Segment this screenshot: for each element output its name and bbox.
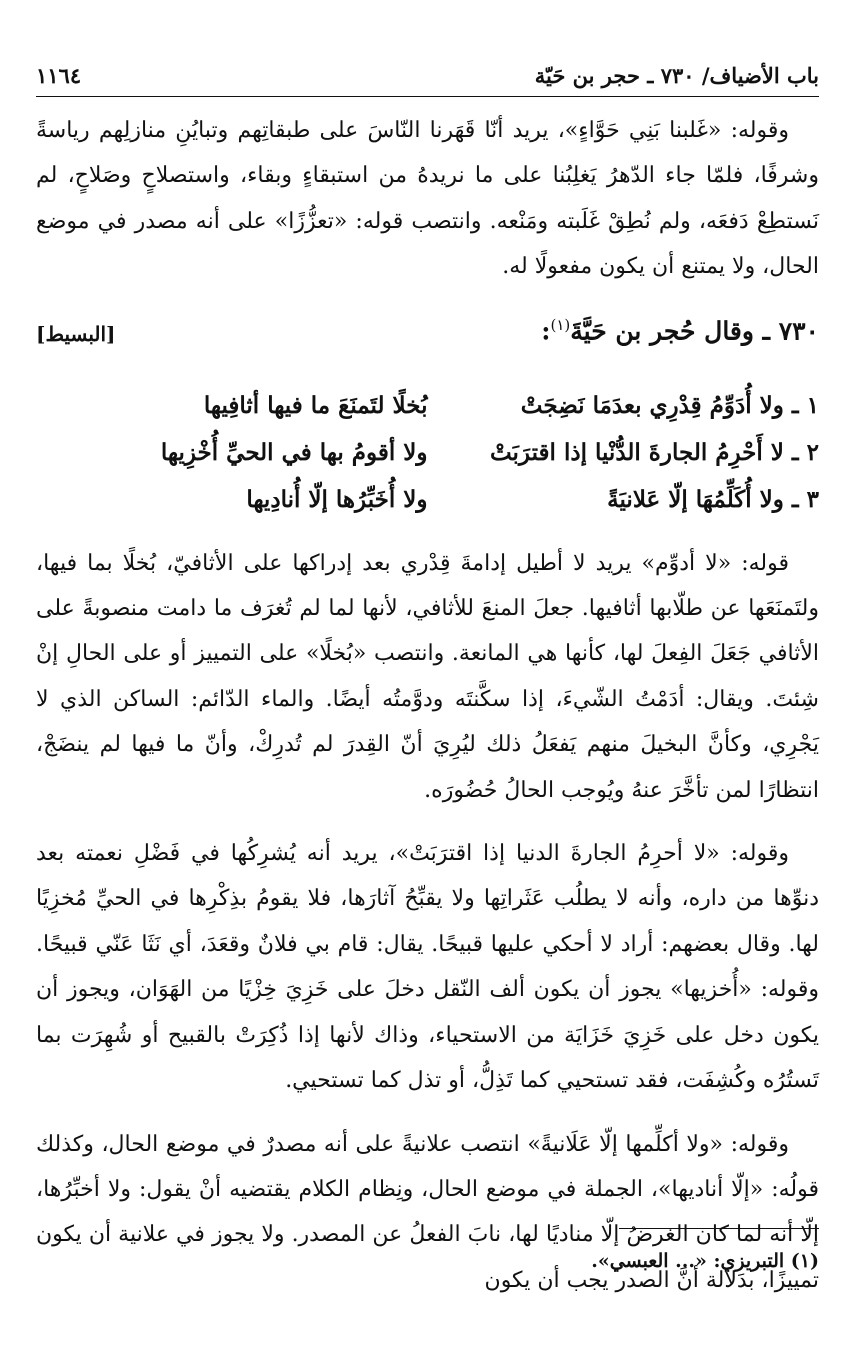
paragraph: وقوله: «ولا أكلِّمها إلّا عَلَانيةً» انتصب علانيةً على أنه مصدرٌ في موضع الحال، وكذلك قولُه: «إلّا أناديها»، الجملة في موضع الحال، ونِظام الكلام يقتضيه أنْ يقول: ولا أخبِّرُها، إلّا أنه لما كان الغرضُ إلّا مناديًا لها، نابَ الفعلُ عن المصدر. ولا يجوز في علانية أن يكون تمييزًا، بدَلالة أنَّ الصدر يجب أن يكون — [36, 1131, 819, 1293]
verse-first-hemistich: ١ ـ ولا أُدَوِّمُ قِدْرِي بعدَمَا نَضِجَتْ — [520, 391, 819, 419]
verse-line — [36, 476, 819, 523]
poem-title-suffix: : — [541, 315, 551, 345]
verse-line — [36, 429, 819, 476]
verse-second-hemistich: ولا أقومُ بها في الحيِّ أُخْزِيها — [160, 438, 428, 466]
footnote: (١) التبريزي: «... العبسي». — [591, 1250, 819, 1272]
running-title: باب الأضياف/ ٧٣٠ ـ حجر بن حَيّة — [534, 62, 819, 88]
verse-first-hemistich: ٢ ـ لا أَحْرِمُ الجارةَ الدُّنْيا إذا اقترَبَتْ — [489, 438, 819, 466]
poem-meter: [البسيط] — [36, 321, 116, 346]
header-rule — [36, 96, 819, 97]
poem-heading — [36, 308, 819, 372]
poem-title-text: ٧٣٠ ـ وقال حُجر بن حَيَّةَ — [570, 315, 819, 345]
verse-second-hemistich: بُخلًا لتَمنَعَ ما فيها أثافِيها — [203, 391, 428, 419]
page-number: ١١٦٤ — [36, 62, 82, 88]
paragraph: قوله: «لا أدوِّم» يريد لا أطيل إدامةَ قِدْري بعد إدراكها على الأثافيّ، بُخلًا بما فيها، ولتَمنَعَها عن طلّابها أثافيها. جعلَ المنعَ للأثافي، لأنها لما لم تُغرَف ما دامت منصوبةً على الأثافي جَعَلَ الفِعلَ لها، كأنها هي المانعة. وانتصب «بُخلًا» على التمييز أو على الحالِ إنْ شِئتَ. ويقال: أدَمْتُ الشّيءَ، إذا سكَّنتَه ودوَّمتُه أيضًا. والماء الدّائم: الساكن الذي لا يَجْرِي، وكأنَّ البخيلَ منهم يَفعَلُ ذلك ليُرِيَ أنّ القِدرَ لم تُدرِكْ، وأنّ ما فيها لم ينضَجْ، انتظارًا لمن تأخَّرَ عنهُ ويُوجب الحالُ حُضُورَه. — [36, 550, 820, 803]
verse-line — [36, 382, 819, 429]
paragraph: وقوله: «لا أحرِمُ الجارةَ الدنيا إذا اقترَبَتْ»، يريد أنه يُشرِكُها في فَضْلِ نعمته بعد دنوِّها من داره، وأنه لا يطلُب عَثَراتِها ولا يقبِّحُ آثارَها، فلا يقومُ بذِكْرِها في الحيِّ مُخزِيًا لها. وقال بعضهم: أراد لا أحكي عليها قبيحًا. يقال: قام بي فلانٌ وقعَدَ، أي نَثَا عَنّي قبيحًا. وقوله: «أُخزيها» يجوز أن يكون ألف النّقل دخلَ على خَزِيَ خِزْيًا من الهَوَان، ويجوز أن يكون دخل على خَزِيَ خَزَايَة من الاستحياء، وذاك لأنها إذا ذُكِرَتْ بالقبيح أو شُهِرَت بما تَستُرُه وكُشِفَت، فقد تستحيي كما تَذِلُّ، أو تذل كما تستحيي. — [36, 841, 819, 1094]
poem-verses — [36, 382, 819, 523]
footnote-rule — [619, 1228, 819, 1229]
verse-first-hemistich: ٣ ـ ولا أُكَلِّمُهَا إلّا عَلانيَةً — [607, 485, 819, 513]
paragraph: وقوله: «غَلبنا بَنِي حَوَّاءٍ»، يريد أنّا قَهَرنا النّاسَ على طبقاتِهم وتبايُنِ منازلِهم رياسةً وشرفًا، فلمّا جاء الدّهرُ يَغلِبُنا على ما نريدهُ من استبقاءٍ وبقاء، واستصلاحٍ وصَلاحٍ، لم نَستطِعْ دَفعَه، ولم نُطِقْ غَلَبته ومَنْعه. وانتصب قوله: «تعزُّزًا» على أنه مصدر في موضع الحال، ولا يمتنع أن يكون مفعولًا له. — [36, 118, 819, 280]
body-text — [36, 108, 819, 1321]
verse-second-hemistich: ولا أُخَبِّرُها إلّا أُنادِيها — [246, 485, 428, 513]
page-header — [36, 56, 819, 94]
poem-title — [36, 316, 819, 345]
footnote-ref: (١) — [550, 315, 571, 334]
